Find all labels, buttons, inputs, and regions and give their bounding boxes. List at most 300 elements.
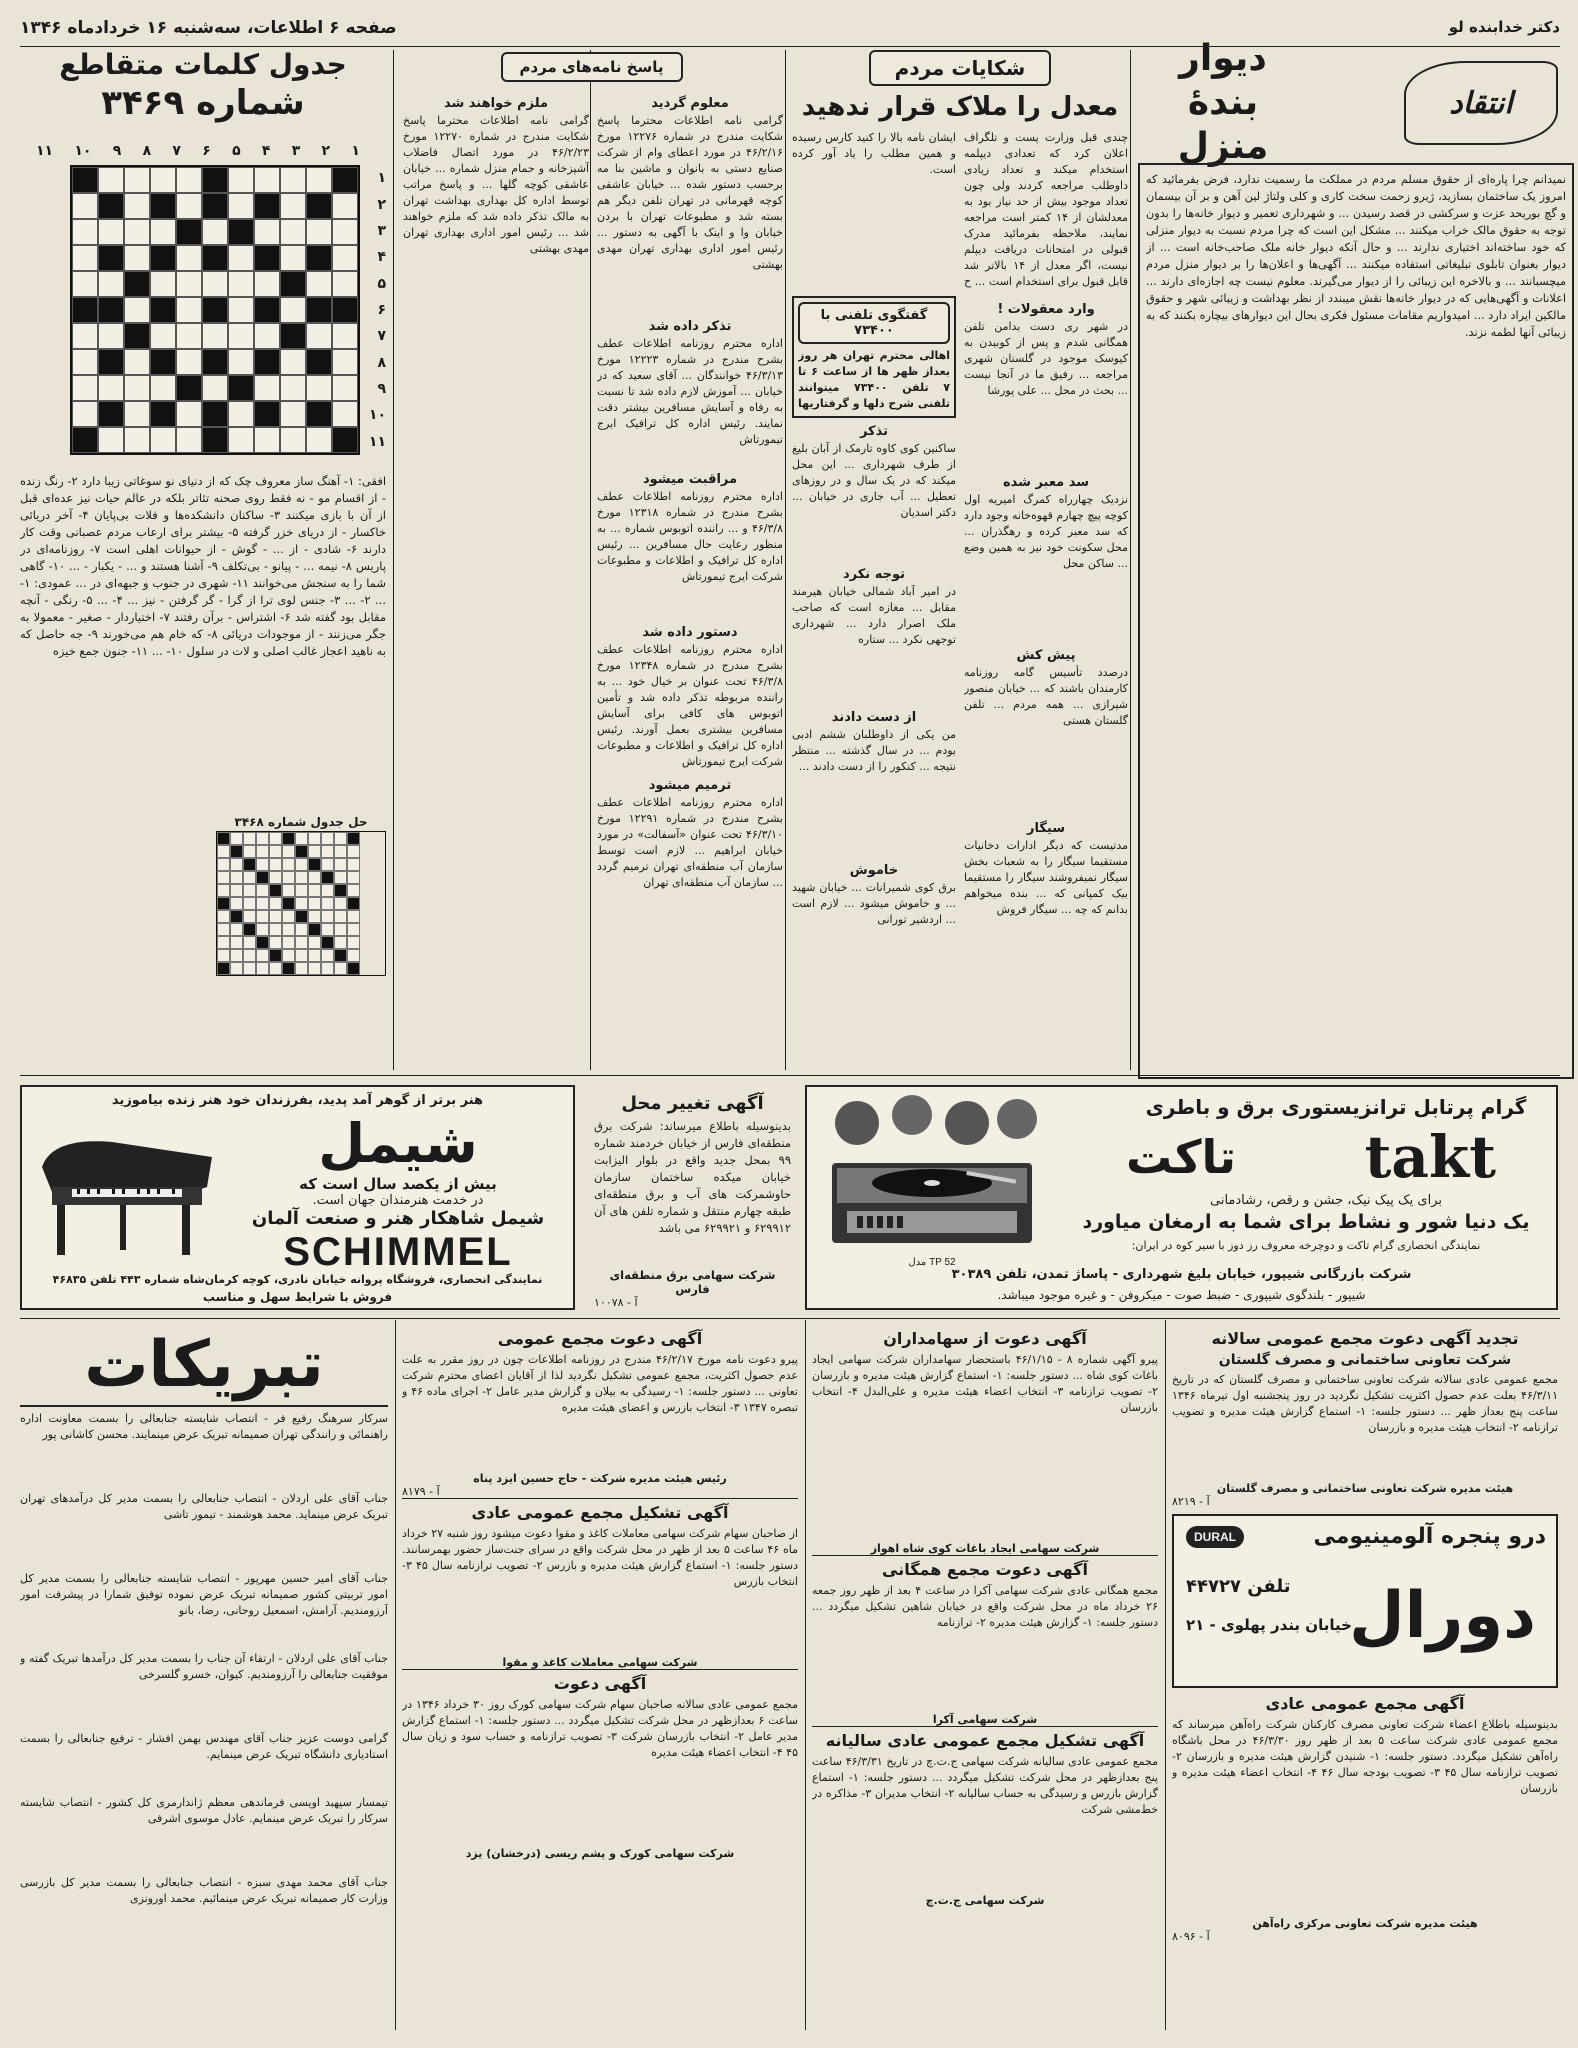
grid-cell[interactable] <box>150 323 176 349</box>
section-title: وارد معقولات ! <box>997 302 1095 317</box>
grid-cell[interactable] <box>176 323 202 349</box>
ordinary-assembly-sign: شرکت سهامی معاملات کاغذ و مقوا <box>402 1656 798 1670</box>
golestan-title: تجدید آگهی دعوت مجمع عمومی سالانه <box>1211 1329 1519 1348</box>
grid-cell[interactable] <box>98 219 124 245</box>
solution-cell <box>243 884 256 897</box>
solution-cell <box>295 949 308 962</box>
solution-cell <box>243 858 256 871</box>
grid-cell[interactable] <box>332 349 358 375</box>
solution-cell <box>295 858 308 871</box>
grid-cell[interactable] <box>228 245 254 271</box>
grid-cell <box>98 245 124 271</box>
crossword-col-numbers <box>36 143 360 159</box>
schimmel-line1: بیش از یکصد سال است که <box>299 1175 497 1193</box>
solution-cell <box>282 936 295 949</box>
congrats-entry: تیمسار سپهبد اویسی فرماندهی معظم ژاندارمری کل کشور - انتصاب شایسته سرکار را تبریک عرض مینمایم. عادل موسوی اشرفی <box>20 1796 388 1825</box>
grid-cell[interactable] <box>280 297 306 323</box>
solution-cell <box>295 832 308 845</box>
solution-cell <box>282 949 295 962</box>
grid-cell[interactable] <box>72 349 98 375</box>
annual-meeting-sign: شرکت سهامی ج.ت.چ <box>925 1894 1045 1907</box>
solution-cell <box>295 884 308 897</box>
section-title: تذکر <box>859 424 889 439</box>
crossword-number: شماره ۳۴۶۹ <box>101 83 305 123</box>
grid-cell[interactable] <box>72 375 98 401</box>
takt-brand-fa: تاکت <box>1126 1130 1236 1184</box>
grid-cell[interactable] <box>72 219 98 245</box>
change-address-title: آگهی تغییر محل <box>621 1093 764 1114</box>
solution-cell <box>295 936 308 949</box>
grid-cell[interactable] <box>176 297 202 323</box>
grid-cell[interactable] <box>98 427 124 453</box>
golestan-subtitle: شرکت تعاونی ساختمانی و مصرف گلستان <box>1218 1352 1512 1368</box>
letters-banner: پاسخ نامه‌های مردم <box>501 52 683 82</box>
grid-cell <box>254 297 280 323</box>
solution-cell <box>256 962 269 975</box>
grid-cell[interactable] <box>150 271 176 297</box>
shareholders-title: آگهی دعوت از سهامداران <box>883 1329 1087 1348</box>
dural-title: درو پنجره آلومینیومی <box>1313 1524 1546 1549</box>
grid-cell[interactable] <box>98 375 124 401</box>
complaints-section <box>792 48 1128 1068</box>
solution-cell <box>243 936 256 949</box>
grid-cell[interactable] <box>280 167 306 193</box>
grid-cell[interactable] <box>306 427 332 453</box>
grid-cell[interactable] <box>72 401 98 427</box>
letters-reply-section <box>400 48 783 1068</box>
grid-cell[interactable] <box>124 219 150 245</box>
grid-cell <box>332 427 358 453</box>
grid-cell <box>202 167 228 193</box>
grid-cell[interactable] <box>124 193 150 219</box>
row-number: ۹ <box>377 381 386 398</box>
col-number: ۱۰ <box>74 143 92 159</box>
grid-cell[interactable] <box>150 219 176 245</box>
solution-cell <box>256 936 269 949</box>
solution-cell <box>256 858 269 871</box>
solution-cell <box>282 962 295 975</box>
solution-cell <box>282 923 295 936</box>
solution-cell <box>295 962 308 975</box>
solution-cell <box>321 936 334 949</box>
general-meeting-body: مجمع همگانی عادی شرکت سهامی آکرا در ساعت ۴ بعد از ظهر روز جمعه ۲۶ خرداد ماه در محل شرکت واقع در خیابان شاهین تشکیل میگردد ... دستور جلسه: ۱- گزارش هیئت مدیره ۲- ترازنامه <box>812 1584 1158 1629</box>
solution-cell <box>243 871 256 884</box>
grid-cell[interactable] <box>332 375 358 401</box>
solution-cell <box>269 832 282 845</box>
grid-cell <box>332 297 358 323</box>
solution-cell <box>347 845 360 858</box>
solution-cell <box>217 949 230 962</box>
grid-cell[interactable] <box>124 349 150 375</box>
grid-cell[interactable] <box>254 427 280 453</box>
grid-cell[interactable] <box>150 375 176 401</box>
solution-cell <box>282 832 295 845</box>
grid-cell[interactable] <box>176 193 202 219</box>
col-number: ۹ <box>112 143 122 159</box>
grid-cell[interactable] <box>332 271 358 297</box>
section-title: از دست دادند <box>831 710 917 725</box>
solution-cell <box>282 845 295 858</box>
section-body: ساکنین کوی کاوه تارمک از آبان بلیغ از طرف شهرداری ... این محل میکند که در یک سال و در روزهای تعطیل ... آب جاری در خیابان ... دکتر اسدیان <box>792 442 956 519</box>
golestan-sign: هیئت مدیره شرکت تعاونی ساختمانی و مصرف گلستان <box>1216 1482 1514 1495</box>
dural-address: خیابان بندر پهلوی - ۲۱ <box>1186 1616 1352 1634</box>
congratulations-title: تبریکات <box>20 1325 388 1407</box>
solution-cell <box>347 897 360 910</box>
solution-cell <box>243 962 256 975</box>
grid-cell[interactable] <box>228 167 254 193</box>
congrats-entry: جناب آقای محمد مهدی سبزه - انتصاب جنابعالی را بسمت مدیر کل بازرسی وزارت کار صمیمانه تبریک عرض مینمائیم. محمد اورونزی <box>20 1876 388 1905</box>
col-number: ۲ <box>321 143 331 159</box>
solution-cell <box>256 949 269 962</box>
grid-cell <box>202 349 228 375</box>
solution-cell <box>334 871 347 884</box>
schimmel-slogan: هنر برتر از گوهر آمد پدید، بفرزندان خود هنر زنده بیاموزید <box>111 1093 484 1108</box>
dural-ad[interactable] <box>1172 1514 1558 1688</box>
congrats-entry: جناب آقای علی اردلان - ارتقاء آن جناب را بسمت مدیر کل درآمدها تبریک گفته و موفقیت جنابعالی را آرزومندیم. کیوان، خسرو گلسرخی <box>20 1652 388 1681</box>
solution-cell <box>282 871 295 884</box>
grid-cell[interactable] <box>280 375 306 401</box>
grid-cell <box>306 297 332 323</box>
solution-cell <box>308 936 321 949</box>
solution-cell <box>308 949 321 962</box>
section-title: سیگار <box>1026 821 1066 836</box>
solution-cell <box>321 897 334 910</box>
solution-cell <box>217 858 230 871</box>
dural-phone: تلفن ۴۴۷۲۷ <box>1186 1576 1291 1597</box>
grid-cell <box>306 401 332 427</box>
solution-cell <box>217 884 230 897</box>
solution-cell <box>334 832 347 845</box>
grid-cell[interactable] <box>176 271 202 297</box>
byline: دکتر خدابنده لو <box>1448 18 1560 36</box>
grid-cell <box>280 271 306 297</box>
grid-cell[interactable] <box>124 167 150 193</box>
change-address-body: بدینوسیله باطلاع میرساند: شرکت برق منطقه‌ای فارس از خیابان خردمند شماره ۹۹ بمحل جدید واقع در بلوار الیزابت خیابان میکده ساختمان سازمان حاوشمرکت های آب و برق منطقه‌ای طبقه چهارم منتقل و شماره تلفن های آن ۶۲۹۹۱۲ و ۶۲۹۹۲۱ می باشد <box>594 1119 791 1235</box>
grid-cell[interactable] <box>280 427 306 453</box>
row-number: ۸ <box>377 354 386 371</box>
row-number: ۵ <box>377 275 386 292</box>
solution-cell <box>334 858 347 871</box>
grid-cell[interactable] <box>124 375 150 401</box>
section-title: پیش کش <box>1016 648 1076 663</box>
general-meeting-sign: شرکت سهامی آکرا <box>812 1713 1158 1727</box>
grid-cell <box>280 323 306 349</box>
crossword-title: جدول کلمات متقاطع <box>59 48 347 81</box>
record-player-illustration <box>817 1093 1047 1268</box>
grid-cell[interactable] <box>332 219 358 245</box>
grid-cell <box>72 427 98 453</box>
col-number: ۸ <box>142 143 152 159</box>
grid-cell <box>176 375 202 401</box>
schimmel-brand-fa: شیمل <box>318 1112 478 1175</box>
annual-meeting-body: مجمع عمومی عادی سالیانه شرکت سهامی ج.ت.چ در تاریخ ۴۶/۳/۳۱ ساعت پنج بعدازظهر در محل شرکت تشکیل میگردد ... دستور جلسه: ۱- استماع گزارش بازرس و رسیدگی به حساب سالیانه ۲- انتخاب مدیران ۳- مذاکره در خط‌مشی شرکت <box>812 1755 1158 1816</box>
grid-cell[interactable] <box>254 323 280 349</box>
solution-cell <box>230 858 243 871</box>
solution-grid <box>216 831 386 976</box>
col-number: ۴ <box>261 143 271 159</box>
change-address-sign: شرکت سهامی برق منطقه‌ای فارس <box>609 1268 776 1296</box>
karkonan-title: آگهی مجمع عمومی عادی <box>1265 1694 1465 1713</box>
solution-cell <box>295 871 308 884</box>
grid-cell[interactable] <box>176 167 202 193</box>
solution-cell <box>347 949 360 962</box>
grid-cell <box>202 427 228 453</box>
col-number: ۶ <box>202 143 211 159</box>
congrats-entry: جناب آقای امیر حسین مهرپور - انتصاب شایسته جنابعالی را بسمت مدیر کل امور تربیتی کشور صمیمانه تبریک عرض نموده توفیق شمارا در پیشرفت امور آرزومندیم. آرامش، اسمعیل روحانی، رضا، بانو <box>20 1572 388 1617</box>
grid-cell[interactable] <box>280 193 306 219</box>
congrats-entry: سرکار سرهنگ رفیع فر - انتصاب شایسته جنابعالی را بسمت معاونت اداره راهنمائی و رانندگی تهران صمیمانه تبریک عرض مینمایند. محسن کاشانی پور <box>20 1412 388 1441</box>
solution-cell <box>269 936 282 949</box>
general-meeting-title: آگهی دعوت مجمع همگانی <box>882 1560 1088 1579</box>
grid-cell[interactable] <box>280 219 306 245</box>
grid-cell[interactable] <box>228 401 254 427</box>
solution-cell <box>295 910 308 923</box>
grid-cell[interactable] <box>98 271 124 297</box>
grid-cell <box>124 323 150 349</box>
grid-cell[interactable] <box>228 271 254 297</box>
solution-cell <box>217 962 230 975</box>
grid-cell[interactable] <box>124 297 150 323</box>
grid-cell[interactable] <box>254 219 280 245</box>
section-body: برق کوی شمیرانات ... خیابان شهید ... و خاموش میشود ... لازم است ... اردشیر تورانی <box>792 881 956 926</box>
grid-cell[interactable] <box>306 271 332 297</box>
solution-cell <box>334 923 347 936</box>
assembly-body: پیرو دعوت نامه مورخ ۴۶/۲/۱۷ مندرج در روزنامه اطلاعات چون در روز مقرر به علت عدم حصول اکثریت، مجمع عمومی تشکیل نگردید لذا از آقایان اعضای محترم شرکت تعاونی ... دستور جلسه: ۱- رسیدگی به بیلان و گزارش مدیر عامل ۲- اجرای ماده ۴۶ و تبصره ۱۳۴۷ ۳- انتخاب بازرس و اعضای هیئت مدیره <box>402 1353 798 1414</box>
grid-cell[interactable] <box>228 427 254 453</box>
col-number: ۷ <box>172 143 181 159</box>
grid-cell <box>254 245 280 271</box>
solution-cell <box>347 923 360 936</box>
grid-cell[interactable] <box>306 167 332 193</box>
solution-cell <box>321 949 334 962</box>
solution-cell <box>256 871 269 884</box>
solution-cell <box>347 884 360 897</box>
reply-title: تذکر داده شد <box>648 319 732 334</box>
solution-cell <box>243 923 256 936</box>
grid-cell[interactable] <box>202 271 228 297</box>
grid-cell[interactable] <box>150 167 176 193</box>
complaints-headline: معدل را ملاک قرار ندهید <box>801 92 1119 122</box>
reply-body: گرامی نامه اطلاعات محترما پاسخ شکایت مندرج در شماره ۱۲۲۷۶ مورخ ۴۶/۲/۱۶ در مورد اعطای وام از شرکت صنایع دستی به بانوان و ماشین بنا مه برحسب دستور شده ... خیابان عاشقی کوچه قهرمانی در تهران تلفن دیگر هم بسته شد و مطبوعات تهران با بردن خیابان وا و اینک با آگهی به دستور ... رئیس امور اداری بهداری تهران مهدی بهشتی <box>597 114 783 271</box>
takt-slogan: یک دنیا شور و نشاط برای شما به ارمغان میاورد <box>1082 1211 1530 1233</box>
grid-cell[interactable] <box>280 401 306 427</box>
dural-logo: DURAL <box>1186 1526 1244 1548</box>
grid-cell <box>254 401 280 427</box>
grid-cell[interactable] <box>306 219 332 245</box>
section-body: من یکی از داوطلبان ششم ادبی بودم ... در سال گذشته ... منتظر نتیجه ... کنکور را از دست دادند ... <box>792 728 956 773</box>
col-number: ۱۱ <box>36 143 54 159</box>
golestan-body: مجمع عمومی عادی سالانه شرکت تعاونی ساختمانی و مصرف گلستان که در تاریخ ۴۶/۳/۱۱ بعلت عدم حصول اکثریت تشکیل نگردید در روز پنجشنبه اول تیرماه ۱۳۴۶ ساعت پنج بعداز ظهر ... دستور جلسه: ۱- استماع گزارش هیئت مدیره و تصویب ترازنامه ۲- انتخاب هیئت مدیره و بازرسان <box>1172 1373 1558 1434</box>
reply-title: مراقبت میشود <box>642 472 738 487</box>
solution-cell <box>308 858 321 871</box>
solution-cell <box>217 845 230 858</box>
grid-cell <box>202 297 228 323</box>
complaints-body: چندی قبل وزارت پست و تلگراف اعلان کرد که تعدادی دیپلمه استخدام میکند و تعداد زیادی داوطلب مراجعه کردند ولی چون تعداد موجود بیش از حد نیاز بود به معدلشان از ۱۴ کمتر است مراجعه نمایند، ملاحظه بفرمائید مدرک قبولی در امتحانات دریافت دیپلم نیست، اگر معدل از ۱۴ بالاتر شد قابل قبول برای استخدام است ... ح <box>964 131 1128 288</box>
solution-cell <box>334 962 347 975</box>
karkonan-body: بدینوسیله باطلاع اعضاء شرکت تعاونی مصرف کارکنان شرکت راه‌آهن میرساند که مجمع عمومی عادی شرکت ساعت ۵ بعد از ظهر روز ۴۶/۳/۳۰ در محل باشگاه راه‌آهن تشکیل میگردد. دستور جلسه: ۱- شنیدن گزارش هیئت مدیره و بازرسان ۲- تصویب ترازنامه سال ۴۵ ۳- تصویب بودجه سال ۴۶ ۴- انتخاب اعضاء هیئت مدیره و بازرسان <box>1172 1718 1558 1795</box>
grid-cell <box>202 245 228 271</box>
solution-cell <box>256 923 269 936</box>
grid-cell[interactable] <box>72 245 98 271</box>
grid-cell[interactable] <box>98 167 124 193</box>
solution-cell <box>217 936 230 949</box>
grid-cell[interactable] <box>124 401 150 427</box>
ordinary-assembly-body: از صاحبان سهام شرکت سهامی معاملات کاغذ و مقوا دعوت میشود روز شنبه ۲۷ خرداد ماه ۴۶ ساعت ۵ بعد از ظهر در محل شرکت واقع در سرای جنت‌ساز حضور بهمرسانند. دستور جلسه: ۱- استماع گزارش هیئت مدیره و بازرس ۲- تصویب ترازنامه سال ۴۵ ۳- انتخاب بازرس <box>402 1527 798 1588</box>
section-title: سد معبر شده <box>1002 475 1090 490</box>
row-number: ۴ <box>377 249 386 266</box>
solution-cell <box>282 884 295 897</box>
grid-cell[interactable] <box>150 427 176 453</box>
grid-cell[interactable] <box>202 219 228 245</box>
solution-cell <box>347 936 360 949</box>
karkonan-sign: هیئت مدیره شرکت تعاونی مرکزی راه‌آهن <box>1252 1917 1478 1930</box>
solution-cell <box>256 845 269 858</box>
section-title: خاموش <box>849 863 899 878</box>
section-body: درصدد تأسیس گامه روزنامه کارمندان باشند که ... خیابان منصور شیرازی ... همه مردم ... تلفن گلستان هستی <box>964 666 1128 727</box>
grid-cell[interactable] <box>124 427 150 453</box>
grid-cell[interactable] <box>280 349 306 375</box>
solution-cell <box>308 962 321 975</box>
grid-cell[interactable] <box>72 323 98 349</box>
grid-cell[interactable] <box>176 349 202 375</box>
solution-cell <box>308 832 321 845</box>
solution-cell <box>243 832 256 845</box>
grid-cell[interactable] <box>280 245 306 271</box>
solution-cell <box>243 949 256 962</box>
grid-cell <box>72 297 98 323</box>
row-number: ۷ <box>377 328 386 345</box>
crossword-clues-continued <box>28 809 208 979</box>
grid-cell <box>306 349 332 375</box>
grid-cell[interactable] <box>254 271 280 297</box>
crossword-grid[interactable] <box>70 165 360 455</box>
solution-cell <box>269 897 282 910</box>
reply-title: دستور داده شد <box>642 625 738 640</box>
solution-cell <box>230 897 243 910</box>
solution-cell <box>295 845 308 858</box>
col-number: ۱ <box>351 143 360 159</box>
complaints-banner: شکایات مردم <box>869 50 1051 86</box>
takt-sub: برای یک پیک نیک، جشن و رقص، رشادمانی <box>1209 1193 1443 1208</box>
solution-cell <box>269 858 282 871</box>
solution-cell <box>334 884 347 897</box>
notices-column-c <box>1172 1325 1558 2035</box>
editorial-kicker: انتقاد <box>1404 61 1558 145</box>
grid-cell[interactable] <box>202 375 228 401</box>
grid-cell[interactable] <box>332 193 358 219</box>
solution-cell <box>321 884 334 897</box>
grid-cell[interactable] <box>332 245 358 271</box>
phone-box-text: اهالی محترم تهران هر روز بعداز ظهر ها از ساعت ۶ تا ۷ تلفن ۷۳۴۰۰ میتوانند تلفنی شرح دلها و گرفتاریها <box>798 349 950 410</box>
grid-cell[interactable] <box>228 323 254 349</box>
grid-cell[interactable] <box>72 193 98 219</box>
grid-cell <box>176 219 202 245</box>
grid-cell[interactable] <box>202 323 228 349</box>
assembly-sign: رئیس هیئت مدیره شرکت - حاج حسین ایزد پناه <box>473 1472 727 1485</box>
section-body: در امیر آباد شمالی خیابان هیرمند مقابل ... مغازه است که صاحب ملک اصرار دارد ... شهرداری توجهی نکرد ... ستاره <box>792 585 956 646</box>
grid-cell[interactable] <box>332 401 358 427</box>
row-number: ۶ <box>377 301 386 318</box>
solution-cell <box>321 871 334 884</box>
congrats-entry: گرامی دوست عزیز جناب آقای مهندس بهمن افشار - ترفیع جنابعالی را بسمت استادیاری دانشگاه تبریک عرض مینمایم. <box>20 1732 388 1761</box>
shareholders-body: پیرو آگهی شماره ۸ - ۴۶/۱/۱۵ باستحضار سهامداران شرکت سهامی ایجاد باغات کوی شاه ... دستور جلسه: ۱- استماع گزارش هیئت مدیره و بازرسان ۲- تصویب ترازنامه ۳- انتخاب اعضاء هیئت مدیره و علی‌البدل ۴- انتخاب بازرسان <box>812 1353 1158 1414</box>
grid-cell[interactable] <box>306 323 332 349</box>
solution-cell <box>217 910 230 923</box>
solution-cell <box>230 871 243 884</box>
grid-cell[interactable] <box>228 193 254 219</box>
row-number: ۲ <box>377 196 386 213</box>
grid-cell[interactable] <box>332 323 358 349</box>
grid-cell[interactable] <box>306 375 332 401</box>
solution-cell <box>217 897 230 910</box>
grid-cell[interactable] <box>228 349 254 375</box>
editorial <box>1138 38 1566 1068</box>
solution-cell <box>269 949 282 962</box>
grid-cell <box>228 219 254 245</box>
grid-cell <box>150 349 176 375</box>
solution-cell <box>308 871 321 884</box>
solution-cell <box>269 871 282 884</box>
takt-top: گرام پرتابل ترانزیستوری برق و باطری <box>1145 1095 1527 1119</box>
grid-cell[interactable] <box>176 245 202 271</box>
reply-title: معلوم گردید <box>651 96 729 111</box>
takt-products: شیپور - بلندگوی شیپوری - ضبط صوت - میکروفن - و غیره موجود میباشد. <box>997 1288 1366 1302</box>
grid-cell[interactable] <box>124 245 150 271</box>
schimmel-line3: شیمل شاهکار هنر و صنعت آلمان <box>251 1208 545 1229</box>
assembly-title: آگهی دعوت مجمع عمومی <box>497 1329 703 1348</box>
crossword-section <box>20 48 386 1068</box>
solution-cell <box>334 897 347 910</box>
grid-cell <box>98 297 124 323</box>
ordinary-assembly-title: آگهی تشکیل مجمع عمومی عادی <box>471 1503 729 1522</box>
schimmel-terms: فروش با شرایط سهل و مناسب <box>202 1290 393 1304</box>
col-number: ۳ <box>291 143 301 159</box>
grid-cell <box>98 193 124 219</box>
invitation-body: مجمع عمومی عادی سالانه صاحبان سهام شرکت سهامی کورک روز ۳۰ خرداد ۱۳۴۶ در ساعت ۶ بعدازظهر در محل شرکت تشکیل میگردد ... دستور جلسه: ۱- استماع گزارش مدیر عامل ۲- انتخاب بازرسان شرکت ۳- تصویب ترازنامه و حساب سود و زیان سال ۴۵ ۴- انتخاب اعضاء هیئت مدیره <box>402 1698 798 1759</box>
solution-cell <box>256 910 269 923</box>
grid-cell[interactable] <box>228 297 254 323</box>
page-label: صفحه ۶ اطلاعات، سه‌شنبه ۱۶ خردادماه ۱۳۴۶ <box>20 18 397 38</box>
grid-cell[interactable] <box>72 271 98 297</box>
change-address-code: آ - ۱۰۰۷۸ <box>594 1296 638 1309</box>
grid-cell[interactable] <box>98 323 124 349</box>
grid-cell[interactable] <box>176 401 202 427</box>
takt-ad[interactable] <box>805 1085 1558 1310</box>
editorial-headline: دیوار بندهٔ منزل <box>1177 38 1269 167</box>
takt-company: شرکت بازرگانی شیپور، خیابان بلیغ شهرداری - پاساژ تمدن، تلفن ۳۰۳۸۹ <box>951 1267 1412 1282</box>
row-number: ۱ <box>377 170 386 187</box>
solution-cell <box>321 910 334 923</box>
grid-cell <box>150 193 176 219</box>
grid-cell[interactable] <box>254 167 280 193</box>
grid-cell <box>332 167 358 193</box>
solution-cell <box>321 923 334 936</box>
grid-cell[interactable] <box>176 427 202 453</box>
grid-cell <box>150 401 176 427</box>
solution-cell <box>269 923 282 936</box>
schimmel-brand-en: SCHIMMEL <box>283 1230 513 1274</box>
solution-cell <box>230 910 243 923</box>
grid-cell <box>150 297 176 323</box>
grid-cell[interactable] <box>254 375 280 401</box>
schimmel-line2: در خدمت هنرمندان جهان است. <box>312 1193 484 1208</box>
row-number: ۱۰ <box>368 407 386 424</box>
crossword-clues: افقی: ۱- آهنگ ساز معروف چک که از دنیای نو سوغاتی زیبا دارد ۲- رنگ زنده - از اقسام مو - نه فقط روی صحنه تئاتر بلکه در عالم حیات نیز عده‌ای قبل از آن با بازی میکنند ۳- ساکنان دانشکده‌ها و فلات بی‌پایان ۴- آخر دریائی خاکسار - از دریای خزر گرفته ۵- بیشتر برای ارعاب مردم عصبانی وقت کار دارند ۶- شادی - از ... - گوش - از حیوانات اهلی است ۷- روزنامه‌ای در پاریس ۸- نیمه ... - پیانو - بی‌تکلف ۹- آشنا هستند و ... - یکبار - ... ۱۰- گاهی شما را به سنجش می‌خوانند ۱۱- شهری در جنوب و جبهه‌ای در ... عمودی: ۱- ... ۲- ... ۳- جنس لوی ترا از گرا - گر گرفتن - نیز ... ۴- ... ۵- رنگی - آنچه مقابل بود گفته شد ۶- اشتراس - برآن رفتند ۷- اختیاردار - صغیر - معمولا به جگر می‌زنند - از موجودات دریائی ۸- که خام هم می‌خورند ۹- جه حاصل که به ناهید اعجاز غالب اصلی و لات در سلول ۱۰- ... ۱۱- جنون جمع خیزه <box>20 474 386 658</box>
solution-cell <box>295 897 308 910</box>
schimmel-ad[interactable] <box>20 1085 575 1310</box>
solution-cell <box>321 832 334 845</box>
solution-cell <box>256 832 269 845</box>
